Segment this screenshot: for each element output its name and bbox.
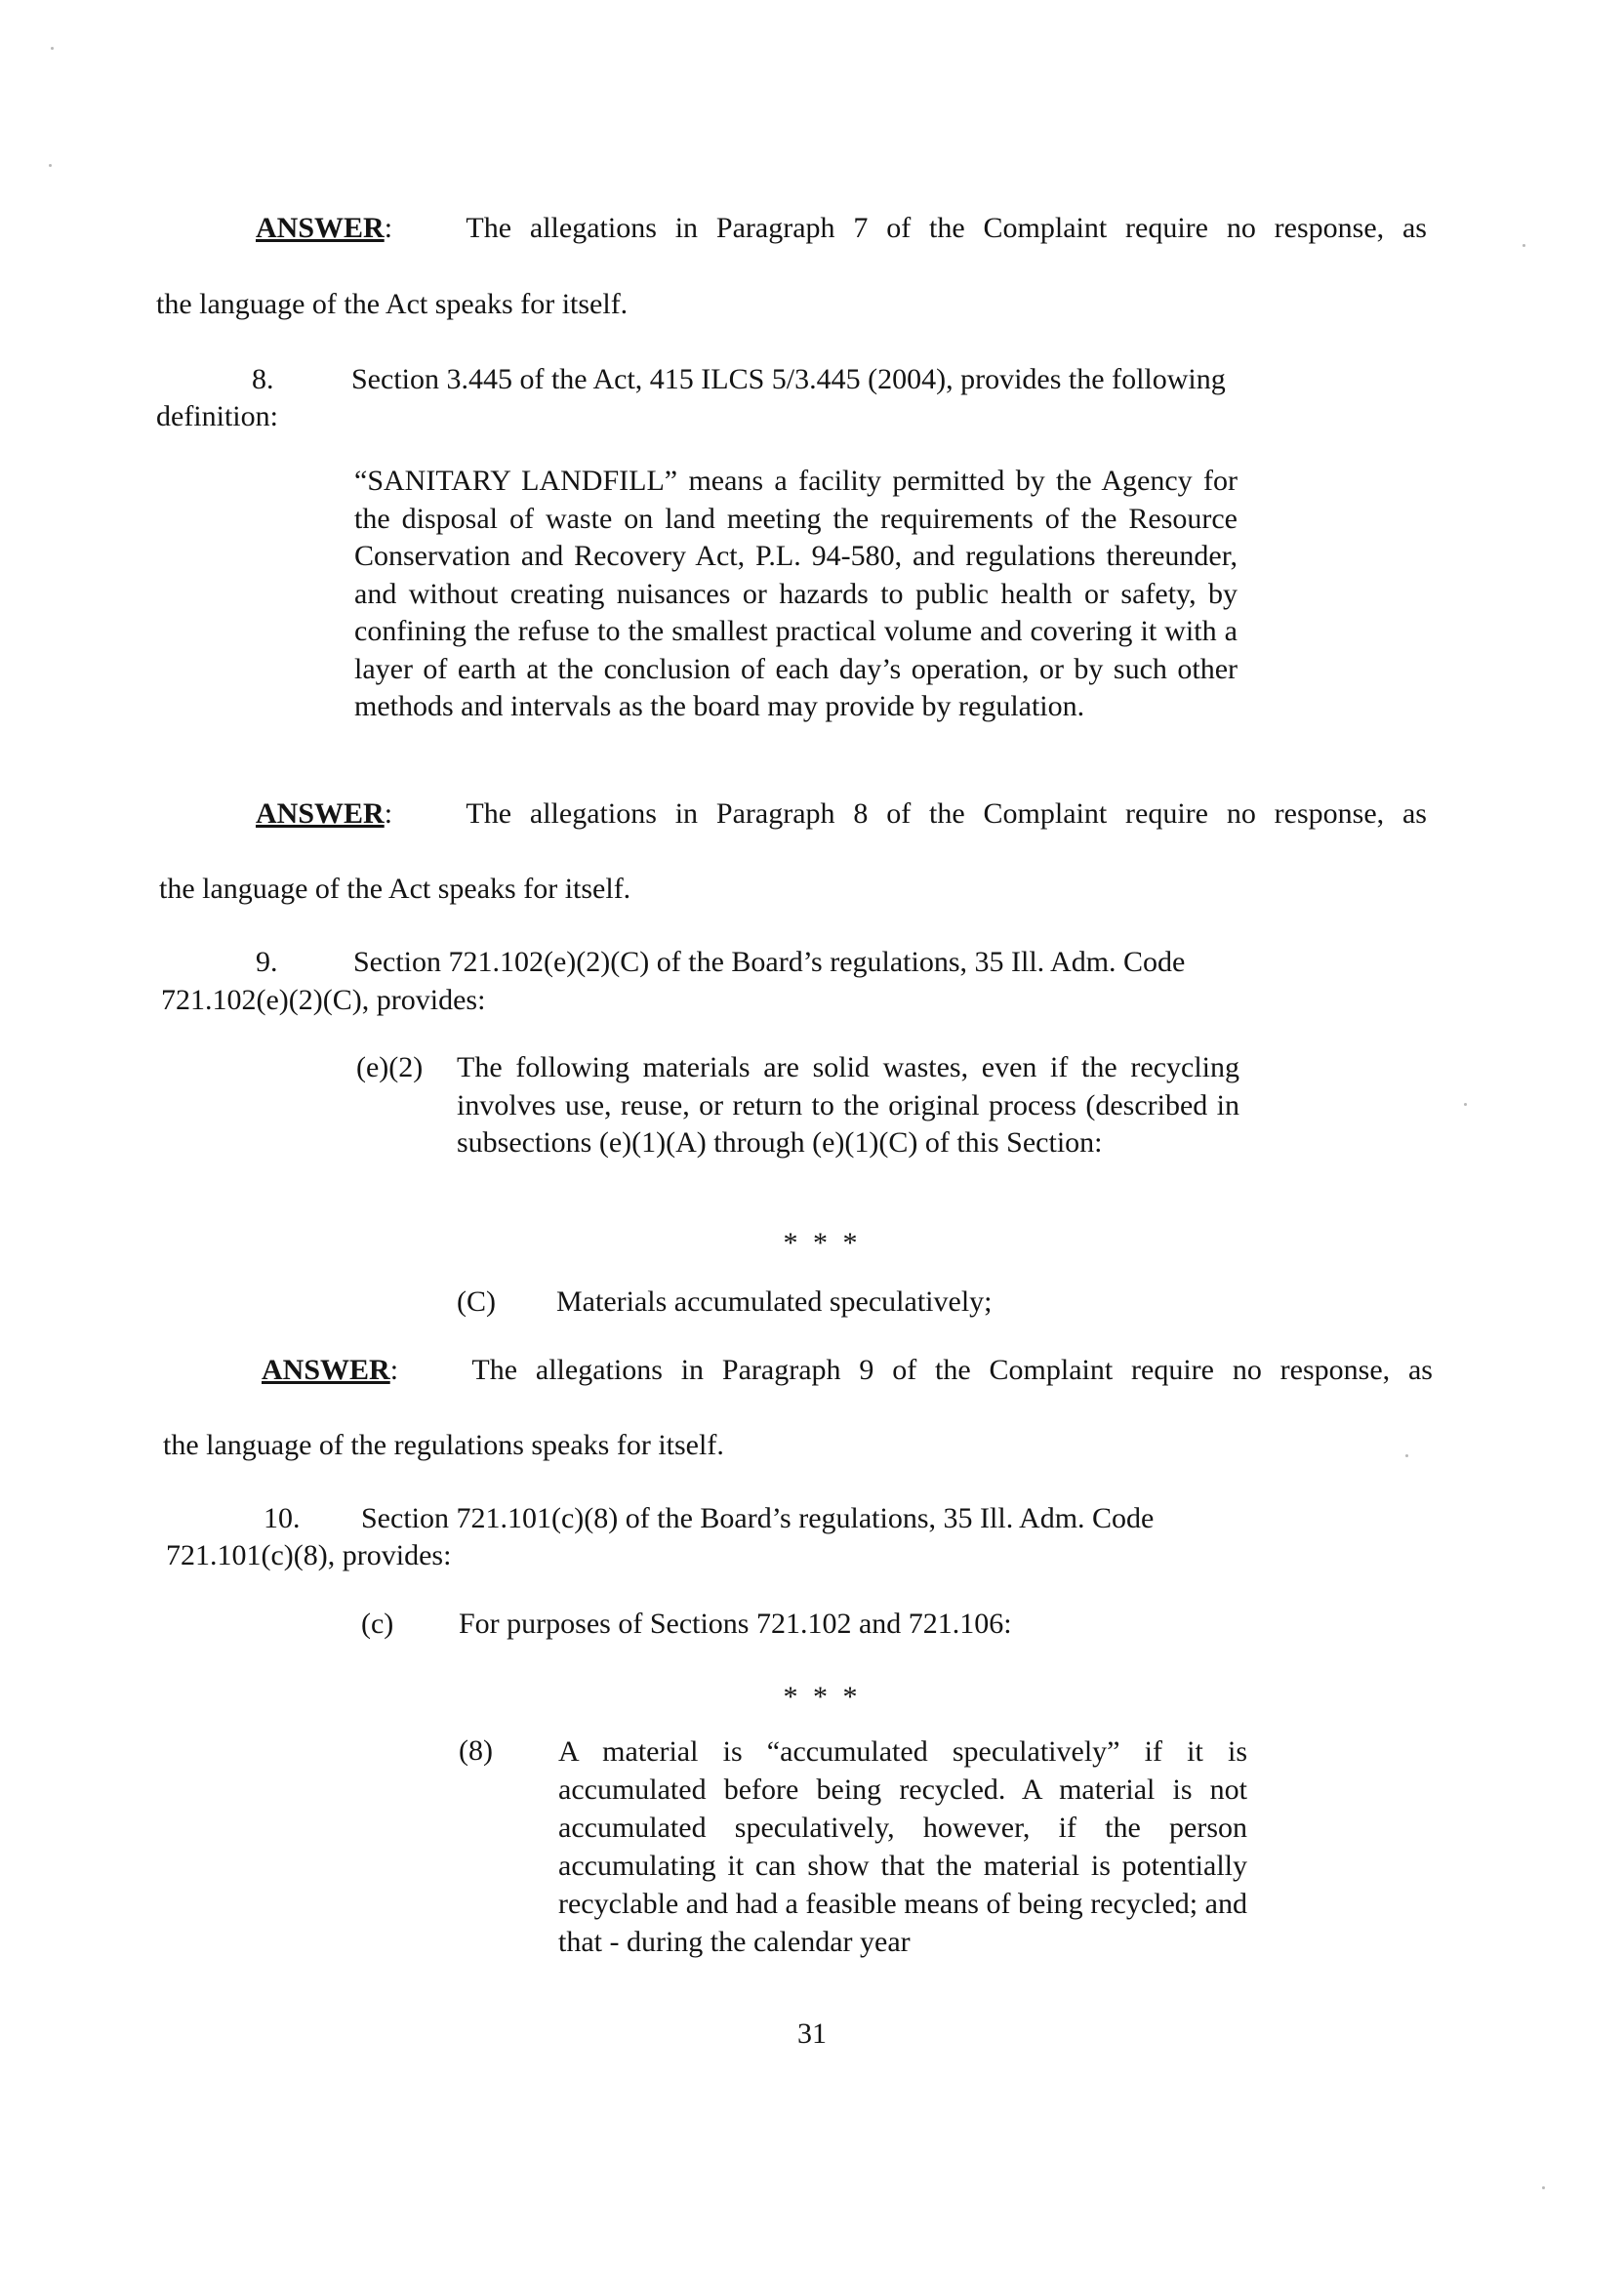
- paragraph-number: 9.: [256, 946, 278, 978]
- answer-label: ANSWER: [262, 1354, 390, 1386]
- answer-9-text: The allegations in Paragraph 9 of the Complaint require no response, as: [471, 1354, 1433, 1386]
- paragraph-10-text: Section 721.101(c)(8) of the Board’s regulations, 35 Ill. Adm. Code: [361, 1502, 1155, 1534]
- item-text: For purposes of Sections 721.102 and 721.106:: [459, 1608, 1012, 1640]
- omission-stars: [356, 1679, 1239, 1716]
- paragraph-8-line1: [252, 361, 1429, 398]
- item-label: (c): [361, 1608, 394, 1640]
- paragraph-10-line2: 721.101(c)(8), provides:: [166, 1539, 452, 1571]
- subitem-text: Materials accumulated speculatively;: [556, 1285, 993, 1318]
- scan-speck: [51, 47, 54, 50]
- answer-8-line1: ANSWER: The allegations in Paragraph 8 of the Complaint require no response, as: [256, 797, 1427, 830]
- answer-9-line2: the language of the regulations speaks for itself.: [163, 1429, 724, 1461]
- paragraph-8-text: Section 3.445 of the Act, 415 ILCS 5/3.445 (2004), provides the following: [351, 363, 1226, 395]
- paragraph-9-line1: [256, 944, 1429, 981]
- subitem-label: (C): [457, 1285, 496, 1318]
- regulation-subitem-c: [457, 1284, 1238, 1321]
- item-text: The following materials are solid wastes, even if the recycling involves use, reuse, or return to the original process (described in subsections (e)(1)(A) through (e)(1)(C) of this Section:: [457, 1051, 1239, 1159]
- answer-9-line1: ANSWER: The allegations in Paragraph 9 of the Complaint require no response, as: [262, 1354, 1433, 1386]
- answer-label: ANSWER: [256, 797, 385, 830]
- regulation-item-e2: [356, 1049, 1239, 1162]
- answer-8-line2: the language of the Act speaks for itself.: [159, 873, 631, 905]
- sanitary-landfill-definition: “SANITARY LANDFILL” means a facility permitted by the Agency for the disposal of waste on land meeting the requirements of the Resource Conservation and Recovery Act, P.L. 94-580, and regulations thereunder, and without creating nuisances or hazards to public health or safety, by confining the refuse to the smallest practical volume and covering it with a layer of earth at the conclusion of each day’s operation, or by such other methods and intervals as the board may provide by regulation.: [354, 465, 1238, 722]
- regulation-item-c: [361, 1606, 1239, 1643]
- paragraph-number: 10.: [264, 1502, 301, 1534]
- paragraph-8-line2: definition:: [156, 400, 278, 432]
- paragraph-9-text: Section 721.102(e)(2)(C) of the Board’s regulations, 35 Ill. Adm. Code: [353, 946, 1186, 978]
- item-label: (e)(2): [356, 1051, 424, 1083]
- paragraph-9-line2: 721.102(e)(2)(C), provides:: [161, 984, 486, 1016]
- answer-8-text: The allegations in Paragraph 8 of the Complaint require no response, as: [466, 797, 1427, 830]
- omission-stars: [356, 1225, 1239, 1262]
- stars: * * *: [783, 1227, 862, 1259]
- answer-7-text: The allegations in Paragraph 7 of the Complaint require no response, as: [466, 212, 1427, 244]
- stars: * * *: [783, 1681, 862, 1713]
- scan-speck: [1522, 244, 1525, 247]
- answer-7-line1: ANSWER: The allegations in Paragraph 7 of the Complaint require no response, as: [256, 212, 1427, 244]
- scan-speck: [49, 164, 52, 167]
- regulation-item-8: [459, 1732, 1247, 1961]
- page-number: 31: [797, 2017, 827, 2050]
- answer-label: ANSWER: [256, 212, 385, 244]
- paragraph-10-line1: [264, 1500, 1433, 1537]
- scan-speck: [1542, 2186, 1545, 2189]
- scan-speck: [1464, 1103, 1467, 1106]
- item-text: A material is “accumulated speculatively” if it is accumulated before being recycled. A material is not accumulated speculatively, however, if the person accumulating it can show that the material is potentially recyclable and had a feasible means of being recycled; and that - during the calendar year: [558, 1735, 1247, 1958]
- answer-7-line2: the language of the Act speaks for itself.: [156, 288, 629, 320]
- paragraph-number: 8.: [252, 363, 274, 395]
- item-label: (8): [459, 1734, 493, 1767]
